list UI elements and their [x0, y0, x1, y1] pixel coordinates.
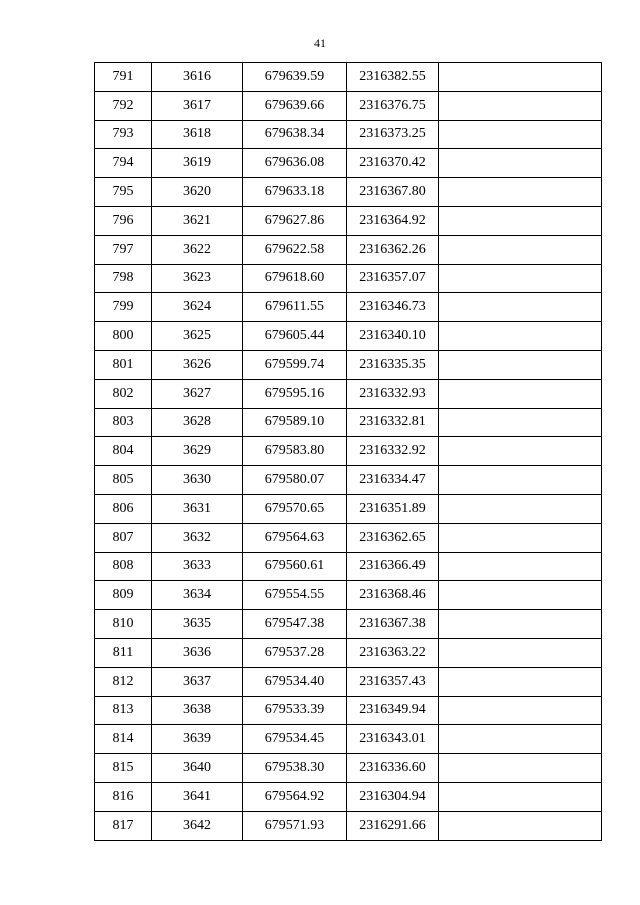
x-coordinate-cell: 679618.60	[243, 264, 347, 293]
note-cell	[439, 725, 602, 754]
x-coordinate-cell: 679605.44	[243, 322, 347, 351]
y-coordinate-cell: 2316357.43	[347, 667, 439, 696]
y-coordinate-cell: 2316376.75	[347, 91, 439, 120]
note-cell	[439, 696, 602, 725]
point-id-cell: 3628	[152, 408, 243, 437]
point-id-cell: 3631	[152, 494, 243, 523]
row-index-cell: 800	[95, 322, 152, 351]
y-coordinate-cell: 2316382.55	[347, 63, 439, 92]
point-id-cell: 3627	[152, 379, 243, 408]
x-coordinate-cell: 679534.45	[243, 725, 347, 754]
note-cell	[439, 466, 602, 495]
row-index-cell: 803	[95, 408, 152, 437]
y-coordinate-cell: 2316362.65	[347, 523, 439, 552]
note-cell	[439, 350, 602, 379]
row-index-cell: 814	[95, 725, 152, 754]
table-row	[95, 610, 602, 639]
x-coordinate-cell: 679595.16	[243, 379, 347, 408]
row-index-cell: 797	[95, 235, 152, 264]
note-cell	[439, 552, 602, 581]
row-index-cell: 817	[95, 811, 152, 840]
table-row	[95, 811, 602, 840]
point-id-cell: 3640	[152, 754, 243, 783]
row-index-cell: 809	[95, 581, 152, 610]
table-row	[95, 149, 602, 178]
note-cell	[439, 264, 602, 293]
x-coordinate-cell: 679537.28	[243, 638, 347, 667]
row-index-cell: 794	[95, 149, 152, 178]
table-row	[95, 725, 602, 754]
x-coordinate-cell: 679534.40	[243, 667, 347, 696]
note-cell	[439, 178, 602, 207]
note-cell	[439, 149, 602, 178]
note-cell	[439, 638, 602, 667]
table-row	[95, 523, 602, 552]
row-index-cell: 806	[95, 494, 152, 523]
note-cell	[439, 120, 602, 149]
note-cell	[439, 293, 602, 322]
row-index-cell: 812	[95, 667, 152, 696]
y-coordinate-cell: 2316373.25	[347, 120, 439, 149]
table-row	[95, 350, 602, 379]
y-coordinate-cell: 2316349.94	[347, 696, 439, 725]
y-coordinate-cell: 2316332.93	[347, 379, 439, 408]
table-row	[95, 322, 602, 351]
table-row	[95, 466, 602, 495]
y-coordinate-cell: 2316367.38	[347, 610, 439, 639]
y-coordinate-cell: 2316304.94	[347, 782, 439, 811]
y-coordinate-cell: 2316367.80	[347, 178, 439, 207]
row-index-cell: 805	[95, 466, 152, 495]
table-row	[95, 178, 602, 207]
point-id-cell: 3621	[152, 206, 243, 235]
row-index-cell: 799	[95, 293, 152, 322]
point-id-cell: 3629	[152, 437, 243, 466]
table-row	[95, 379, 602, 408]
point-id-cell: 3625	[152, 322, 243, 351]
row-index-cell: 801	[95, 350, 152, 379]
table-row	[95, 696, 602, 725]
point-id-cell: 3642	[152, 811, 243, 840]
y-coordinate-cell: 2316332.92	[347, 437, 439, 466]
y-coordinate-cell: 2316357.07	[347, 264, 439, 293]
point-id-cell: 3616	[152, 63, 243, 92]
y-coordinate-cell: 2316368.46	[347, 581, 439, 610]
point-id-cell: 3626	[152, 350, 243, 379]
x-coordinate-cell: 679639.59	[243, 63, 347, 92]
x-coordinate-cell: 679560.61	[243, 552, 347, 581]
table-row	[95, 264, 602, 293]
row-index-cell: 808	[95, 552, 152, 581]
y-coordinate-cell: 2316335.35	[347, 350, 439, 379]
note-cell	[439, 437, 602, 466]
table-row	[95, 754, 602, 783]
y-coordinate-cell: 2316340.10	[347, 322, 439, 351]
note-cell	[439, 523, 602, 552]
note-cell	[439, 379, 602, 408]
x-coordinate-cell: 679627.86	[243, 206, 347, 235]
x-coordinate-cell: 679611.55	[243, 293, 347, 322]
point-id-cell: 3630	[152, 466, 243, 495]
point-id-cell: 3638	[152, 696, 243, 725]
note-cell	[439, 63, 602, 92]
y-coordinate-cell: 2316362.26	[347, 235, 439, 264]
coordinate-table	[94, 62, 602, 841]
row-index-cell: 792	[95, 91, 152, 120]
x-coordinate-cell: 679554.55	[243, 581, 347, 610]
point-id-cell: 3634	[152, 581, 243, 610]
point-id-cell: 3636	[152, 638, 243, 667]
table-row	[95, 408, 602, 437]
note-cell	[439, 322, 602, 351]
table-row	[95, 91, 602, 120]
point-id-cell: 3632	[152, 523, 243, 552]
table-row	[95, 437, 602, 466]
row-index-cell: 795	[95, 178, 152, 207]
y-coordinate-cell: 2316332.81	[347, 408, 439, 437]
table-row	[95, 63, 602, 92]
table-body	[95, 63, 602, 841]
x-coordinate-cell: 679622.58	[243, 235, 347, 264]
row-index-cell: 798	[95, 264, 152, 293]
x-coordinate-cell: 679570.65	[243, 494, 347, 523]
note-cell	[439, 667, 602, 696]
point-id-cell: 3620	[152, 178, 243, 207]
x-coordinate-cell: 679639.66	[243, 91, 347, 120]
x-coordinate-cell: 679599.74	[243, 350, 347, 379]
table-row	[95, 494, 602, 523]
table-row	[95, 206, 602, 235]
y-coordinate-cell: 2316336.60	[347, 754, 439, 783]
point-id-cell: 3617	[152, 91, 243, 120]
table-row	[95, 667, 602, 696]
x-coordinate-cell: 679633.18	[243, 178, 347, 207]
note-cell	[439, 782, 602, 811]
row-index-cell: 813	[95, 696, 152, 725]
table-row	[95, 638, 602, 667]
point-id-cell: 3639	[152, 725, 243, 754]
table-row	[95, 782, 602, 811]
note-cell	[439, 494, 602, 523]
point-id-cell: 3637	[152, 667, 243, 696]
x-coordinate-cell: 679538.30	[243, 754, 347, 783]
point-id-cell: 3619	[152, 149, 243, 178]
x-coordinate-cell: 679564.92	[243, 782, 347, 811]
y-coordinate-cell: 2316351.89	[347, 494, 439, 523]
point-id-cell: 3633	[152, 552, 243, 581]
point-id-cell: 3624	[152, 293, 243, 322]
row-index-cell: 796	[95, 206, 152, 235]
note-cell	[439, 408, 602, 437]
y-coordinate-cell: 2316364.92	[347, 206, 439, 235]
row-index-cell: 793	[95, 120, 152, 149]
page-number: 41	[314, 36, 326, 50]
row-index-cell: 810	[95, 610, 152, 639]
point-id-cell: 3622	[152, 235, 243, 264]
table-row	[95, 293, 602, 322]
note-cell	[439, 610, 602, 639]
note-cell	[439, 235, 602, 264]
point-id-cell: 3618	[152, 120, 243, 149]
row-index-cell: 804	[95, 437, 152, 466]
x-coordinate-cell: 679564.63	[243, 523, 347, 552]
y-coordinate-cell: 2316343.01	[347, 725, 439, 754]
table-row	[95, 581, 602, 610]
row-index-cell: 816	[95, 782, 152, 811]
table-row	[95, 235, 602, 264]
y-coordinate-cell: 2316363.22	[347, 638, 439, 667]
y-coordinate-cell: 2316334.47	[347, 466, 439, 495]
y-coordinate-cell: 2316291.66	[347, 811, 439, 840]
x-coordinate-cell: 679583.80	[243, 437, 347, 466]
y-coordinate-cell: 2316346.73	[347, 293, 439, 322]
row-index-cell: 815	[95, 754, 152, 783]
x-coordinate-cell: 679636.08	[243, 149, 347, 178]
note-cell	[439, 754, 602, 783]
note-cell	[439, 206, 602, 235]
row-index-cell: 802	[95, 379, 152, 408]
note-cell	[439, 811, 602, 840]
row-index-cell: 791	[95, 63, 152, 92]
row-index-cell: 807	[95, 523, 152, 552]
x-coordinate-cell: 679571.93	[243, 811, 347, 840]
x-coordinate-cell: 679589.10	[243, 408, 347, 437]
x-coordinate-cell: 679580.07	[243, 466, 347, 495]
x-coordinate-cell: 679638.34	[243, 120, 347, 149]
y-coordinate-cell: 2316366.49	[347, 552, 439, 581]
table-row	[95, 120, 602, 149]
note-cell	[439, 581, 602, 610]
x-coordinate-cell: 679547.38	[243, 610, 347, 639]
row-index-cell: 811	[95, 638, 152, 667]
point-id-cell: 3641	[152, 782, 243, 811]
y-coordinate-cell: 2316370.42	[347, 149, 439, 178]
x-coordinate-cell: 679533.39	[243, 696, 347, 725]
note-cell	[439, 91, 602, 120]
point-id-cell: 3623	[152, 264, 243, 293]
table-row	[95, 552, 602, 581]
point-id-cell: 3635	[152, 610, 243, 639]
